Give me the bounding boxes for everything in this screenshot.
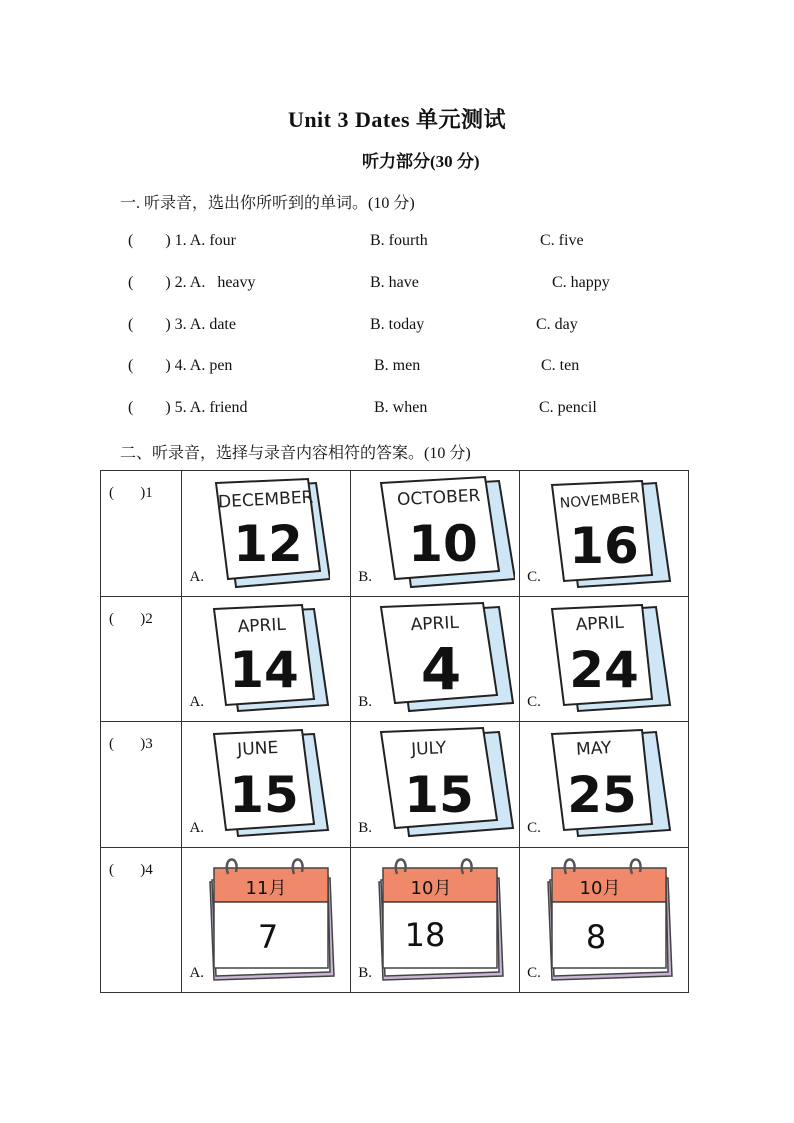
question-5-a: ( ) 5. A. friend [128,399,248,416]
day-number: 16 [569,517,639,575]
day-number: 15 [404,766,475,824]
month-label: APRIL [575,612,625,636]
day-number: 18 [404,916,446,954]
page-title: Unit 3 Dates 单元测试 [287,107,507,132]
question-5-c: C. pencil [539,399,597,416]
question-row-3 [128,316,688,340]
question-3-b: B. today [370,316,425,333]
month-label: JUNE [237,737,280,761]
calendar-page-icon [206,726,330,842]
option-1a[interactable] [182,471,351,597]
day-number: 7 [258,918,279,956]
option-letter: A. [189,694,205,710]
month-label: APRIL [410,612,460,636]
question-row-4 [128,357,688,381]
question-4-c: C. ten [541,357,580,374]
month-label: 10月 [410,878,452,899]
month-label: DECEMBER [218,487,315,513]
option-letter: C. [527,569,541,585]
option-2b[interactable] [351,597,520,722]
row-4-label-cell [101,848,182,993]
question-5-b: B. when [374,399,428,416]
day-number: 14 [229,641,300,699]
day-number: 4 [421,635,462,703]
month-label: MAY [575,738,613,760]
row-3-label-cell [101,722,182,848]
option-3c[interactable] [520,722,689,848]
option-letter: B. [358,569,373,585]
option-3a[interactable] [182,722,351,848]
month-label: 10月 [579,878,621,899]
option-4b[interactable] [351,848,520,993]
option-letter: A. [189,569,205,585]
month-label: NOVEMBER [559,490,641,512]
option-2c[interactable] [520,597,689,722]
row-1-label-cell [101,471,182,597]
day-number: 15 [229,766,300,824]
question-row-5 [128,399,688,423]
ring-calendar-icon [544,852,676,988]
option-letter: B. [358,965,373,981]
section2-heading: 二、听录音，选择与录音内容相符的答案。(10 分) [120,445,471,462]
calendar-page-icon [206,475,330,591]
calendar-page-icon [375,601,515,717]
question-row-1 [128,232,688,256]
month-label: OCTOBER [396,485,482,511]
day-number: 24 [569,641,639,699]
grid-row-1 [101,471,689,597]
question-1-a: ( ) 1. A. four [128,232,236,249]
ring-calendar-icon [375,852,507,988]
option-3b[interactable] [351,722,520,848]
ring-calendar-icon [206,852,338,988]
calendar-page-icon [375,475,515,591]
calendar-page-icon [375,726,515,842]
day-number: 25 [567,766,637,824]
row-2-label: ( )2 [109,611,153,627]
row-2-label-cell [101,597,182,722]
option-letter: B. [358,820,373,836]
grid-row-2 [101,597,689,722]
option-letter: C. [527,820,541,836]
calendar-page-icon [544,726,672,842]
question-4-b: B. men [374,357,421,374]
month-label: APRIL [237,614,287,638]
option-1b[interactable] [351,471,520,597]
option-letter: A. [189,820,205,836]
option-letter: C. [527,694,541,710]
question-1-c: C. five [540,232,584,249]
day-number: 12 [233,515,304,573]
day-number: 10 [408,515,479,573]
option-4a[interactable] [182,848,351,993]
grid-row-3 [101,722,689,848]
question-2-a: ( ) 2. A. heavy [128,274,256,291]
option-2a[interactable] [182,597,351,722]
question-3-c: C. day [536,316,578,333]
calendar-page-icon [206,601,330,717]
row-3-label: ( )3 [109,736,153,752]
section-subtitle: 听力部分(30 分) [362,152,480,171]
answer-grid [100,470,689,993]
option-4c[interactable] [520,848,689,993]
question-4-a: ( ) 4. A. pen [128,357,233,374]
option-letter: B. [358,694,373,710]
question-3-a: ( ) 3. A. date [128,316,236,333]
option-1c[interactable] [520,471,689,597]
question-2-b: B. have [370,274,419,291]
question-row-2 [128,274,688,298]
question-1-b: B. fourth [370,232,428,249]
section1-heading: 一. 听录音，选出你所听到的单词。(10 分) [120,195,415,212]
row-1-label: ( )1 [109,485,153,501]
question-2-c: C. happy [552,274,610,291]
option-letter: C. [527,965,541,981]
calendar-page-icon [544,601,672,717]
grid-row-4 [101,848,689,993]
row-4-label: ( )4 [109,862,153,878]
day-number: 8 [585,918,607,956]
month-label: 11月 [245,878,287,899]
option-letter: A. [189,965,205,981]
calendar-page-icon [544,475,672,591]
month-label: JULY [410,738,448,760]
